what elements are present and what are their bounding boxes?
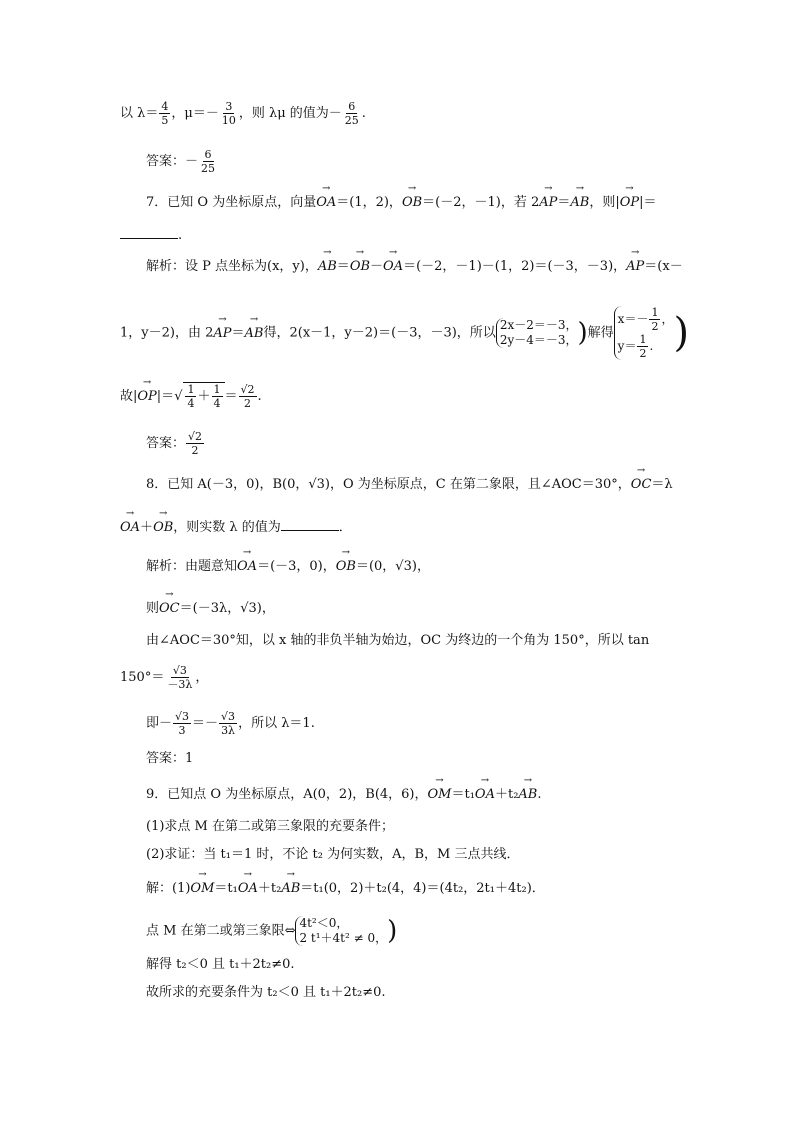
vector-OB: → OB	[402, 194, 422, 212]
p6-line1: 以 λ＝ $\frac{4}{5}$ ，μ＝－ $\frac{3}{10}$ ，则 λμ 的值为－ $\frac{6}{25}$ .	[120, 100, 366, 127]
equation-system-solution: x＝－ $\frac{1}{2}$ ， y＝ $\frac{1}{2}$ .	[614, 306, 674, 360]
p7-answer: 答案： $\frac{√2}{2}$	[146, 430, 203, 457]
p9-solution-1: 解：(1)→ OM＝t₁→ OA＋t₂→ AB＝t₁(0，2)＋t₂(4，4)＝(4t₂，2t₁＋4t₂)．	[146, 880, 545, 898]
p6-answer: 答案：－ $\frac{6}{25}$	[146, 148, 216, 175]
p8-solution-2: 则→ OC＝(－3λ，√3)，	[146, 600, 275, 618]
equation-system: 2x－2＝－3， 2y－4＝－3，	[496, 318, 578, 348]
answer-blank	[120, 226, 178, 239]
p8-solution-4: 150°＝ $\frac{√3}{-3\lambda}$ ，	[120, 664, 209, 691]
fraction: $\frac{3}{10}$	[221, 100, 236, 127]
p9-question-3: (2)求证：当 t₁＝1 时，不论 t₂ 为何实数，A，B，M 三点共线．	[146, 847, 520, 862]
equation-system: 4t²＜0， 2 t¹＋4t² ≠ 0，	[295, 916, 387, 946]
p9-solution-2: 点 M 在第二或第三象限⇔4t²＜0， 2 t¹＋4t² ≠ 0，)	[146, 916, 398, 946]
vector-OC: → OC	[631, 476, 652, 494]
p8-solution-5: 即－ $\frac{√3}{3}$ ＝－ $\frac{√3}{3\lambda}$ ，所以 λ＝1.	[146, 710, 315, 737]
vector-OA: → OA	[316, 194, 336, 212]
fraction: $\frac{6}{25}$	[201, 148, 216, 175]
p7-solution-2: 1，y－2)，由 2→ AP＝→ AB得，2(x－1，y－2)＝(－3，－3)，所以2x－2＝－3， 2y－4＝－3，)解得x＝－ $\frac{1}{2}$ ， y＝ $\frac{1}{2}$ . )	[120, 306, 689, 360]
p9-question-2: (1)求点 M 在第二或第三象限的充要条件；	[146, 819, 394, 834]
p7-solution-3: 故|→ OP|＝√ $\frac{1}{4}$ ＋ $\frac{1}{4}$ ＝ $\frac{√2}{2}$ .	[120, 382, 262, 410]
p9-solution-4: 故所求的充要条件为 t₂＜0 且 t₁＋2t₂≠0.	[146, 985, 386, 1000]
p8-question-1: 8．已知 A(－3，0)，B(0，√3)，O 为坐标原点，C 在第二象限，且∠AOC＝30°，→ OC＝λ	[146, 476, 673, 494]
vector-AP: → AP	[539, 194, 557, 212]
p7-blank-line: .	[120, 226, 182, 245]
vector-AB: → AB	[570, 194, 589, 212]
p8-answer: 答案：1	[146, 751, 194, 766]
p8-solution-1: 解析：由题意知→ OA＝(－3，0)，→ OB＝(0，√3)，	[146, 558, 430, 576]
p7-question: 7．已知 O 为坐标原点，向量→ OA＝(1，2)，→ OB＝(－2，－1)，若 2→ AP＝→ AB，则|→ OP|＝	[146, 194, 657, 212]
answer-blank	[281, 518, 339, 531]
vector-OP: → OP	[620, 194, 639, 212]
p8-question-2: → OA＋→ OB，则实数 λ 的值为 ．	[120, 518, 352, 537]
p7-solution-1: 解析：设 P 点坐标为(x，y)，→ AB＝→ OB－→ OA＝(－2，－1)－(1，2)＝(－3，－3)，→ AP＝(x－	[146, 258, 683, 276]
p9-solution-3: 解得 t₂＜0 且 t₁＋2t₂≠0.	[146, 957, 295, 972]
p8-solution-3: 由∠AOC＝30°知，以 x 轴的非负半轴为始边，OC 为终边的一个角为 150°，所以 tan	[146, 633, 650, 648]
fraction: $\frac{6}{25}$	[344, 100, 359, 127]
p9-question-1: 9．已知点 O 为坐标原点，A(0，2)，B(4，6)，→ OM＝t₁→ OA＋t₂→ AB.	[146, 786, 542, 804]
vector-OM: → OM	[428, 786, 452, 804]
fraction: $\frac{4}{5}$	[161, 100, 169, 127]
